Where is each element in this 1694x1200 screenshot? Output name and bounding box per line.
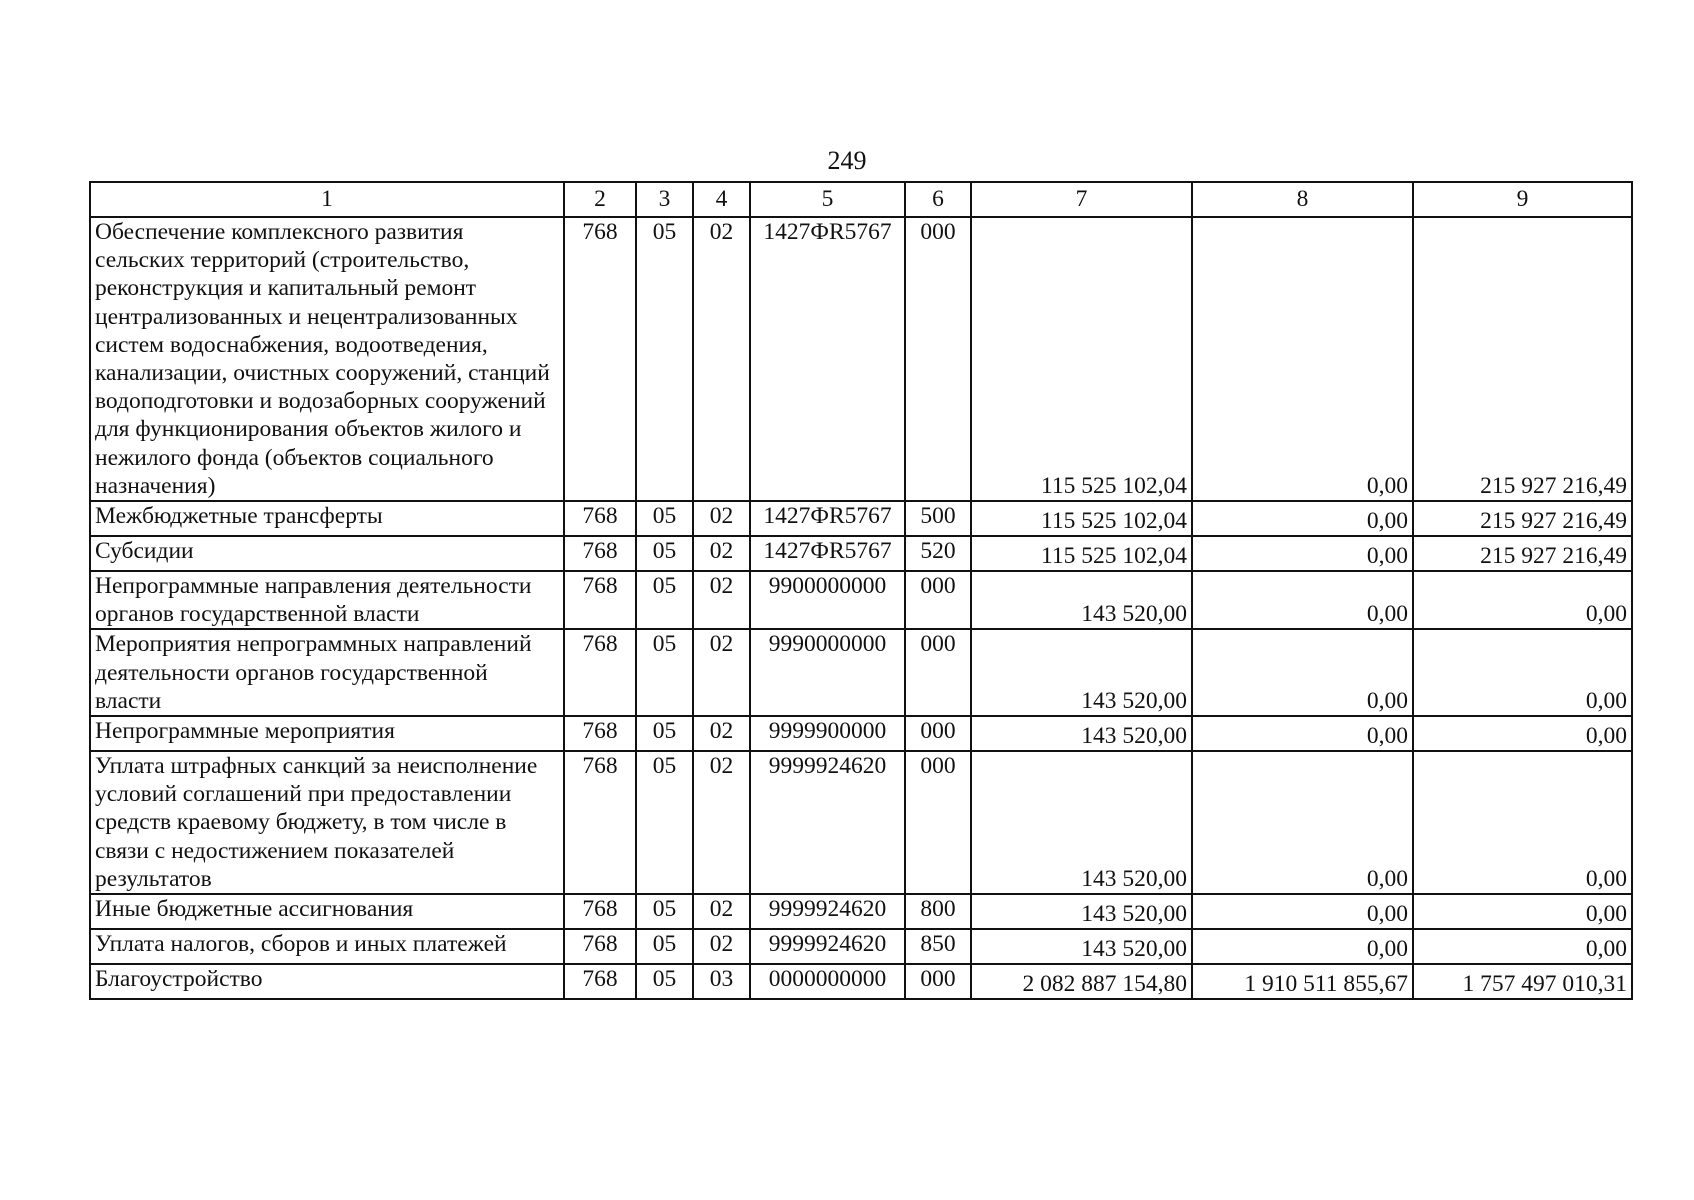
table-row (90, 894, 1632, 929)
code-cell: 0000000000 (750, 964, 905, 999)
code-cell: 05 (636, 716, 693, 751)
amount-cell: 0,00 (1192, 894, 1413, 929)
amount-cell: 143 520,00 (971, 571, 1192, 629)
row-name-cell: Иные бюджетные ассигнования (90, 894, 564, 929)
amount-cell: 0,00 (1192, 571, 1413, 629)
code-cell: 05 (636, 571, 693, 629)
column-header: 1 (90, 182, 564, 217)
code-cell: 02 (693, 536, 750, 571)
table-row (90, 501, 1632, 536)
column-header: 6 (905, 182, 971, 217)
column-header: 7 (971, 182, 1192, 217)
code-cell: 9999924620 (750, 929, 905, 964)
code-cell: 520 (905, 536, 971, 571)
code-cell: 768 (564, 716, 636, 751)
code-cell: 9999924620 (750, 894, 905, 929)
code-cell: 05 (636, 964, 693, 999)
code-cell: 000 (905, 217, 971, 501)
amount-cell: 215 927 216,49 (1413, 501, 1632, 536)
code-cell: 768 (564, 751, 636, 894)
amount-cell: 143 520,00 (971, 894, 1192, 929)
amount-cell: 115 525 102,04 (971, 217, 1192, 501)
code-cell: 768 (564, 894, 636, 929)
code-cell: 02 (693, 929, 750, 964)
code-cell: 9990000000 (750, 629, 905, 716)
row-name-cell: Непрограммные мероприятия (90, 716, 564, 751)
amount-cell: 0,00 (1192, 716, 1413, 751)
code-cell: 850 (905, 929, 971, 964)
table-row (90, 716, 1632, 751)
code-cell: 768 (564, 217, 636, 501)
amount-cell: 143 520,00 (971, 716, 1192, 751)
amount-cell: 1 910 511 855,67 (1192, 964, 1413, 999)
column-header: 5 (750, 182, 905, 217)
row-name-cell: Межбюджетные трансферты (90, 501, 564, 536)
row-name-cell: Уплата штрафных санкций за неисполнение условий соглашений при предоставлении средств краевому бюджету, в том числе в связи с недостижением показателей результатов (90, 751, 564, 894)
amount-cell: 0,00 (1413, 751, 1632, 894)
amount-cell: 0,00 (1192, 929, 1413, 964)
column-header: 3 (636, 182, 693, 217)
code-cell: 1427ФR5767 (750, 536, 905, 571)
table-row (90, 751, 1632, 894)
code-cell: 800 (905, 894, 971, 929)
table-row (90, 536, 1632, 571)
amount-cell: 0,00 (1413, 716, 1632, 751)
code-cell: 000 (905, 629, 971, 716)
code-cell: 500 (905, 501, 971, 536)
code-cell: 02 (693, 751, 750, 894)
amount-cell: 2 082 887 154,80 (971, 964, 1192, 999)
row-name-cell: Уплата налогов, сборов и иных платежей (90, 929, 564, 964)
code-cell: 768 (564, 929, 636, 964)
table-row (90, 571, 1632, 629)
amount-cell: 215 927 216,49 (1413, 217, 1632, 501)
column-header: 4 (693, 182, 750, 217)
code-cell: 05 (636, 501, 693, 536)
amount-cell: 0,00 (1192, 751, 1413, 894)
amount-cell: 143 520,00 (971, 929, 1192, 964)
code-cell: 05 (636, 217, 693, 501)
code-cell: 02 (693, 629, 750, 716)
amount-cell: 1 757 497 010,31 (1413, 964, 1632, 999)
amount-cell: 115 525 102,04 (971, 536, 1192, 571)
table-row (90, 217, 1632, 501)
amount-cell: 143 520,00 (971, 629, 1192, 716)
page-number: 249 (827, 146, 867, 175)
code-cell: 9900000000 (750, 571, 905, 629)
amount-cell: 0,00 (1413, 571, 1632, 629)
code-cell: 02 (693, 217, 750, 501)
table-row (90, 929, 1632, 964)
code-cell: 05 (636, 751, 693, 894)
code-cell: 9999900000 (750, 716, 905, 751)
amount-cell: 0,00 (1192, 501, 1413, 536)
code-cell: 1427ФR5767 (750, 501, 905, 536)
column-header: 2 (564, 182, 636, 217)
amount-cell: 0,00 (1192, 629, 1413, 716)
amount-cell: 0,00 (1192, 536, 1413, 571)
code-cell: 02 (693, 894, 750, 929)
row-name-cell: Обеспечение комплексного развития сельских территорий (строительство, реконструкция и капитальный ремонт централизованных и нецентрализованных систем водоснабжения, водоотведения, канализации, очистных сооружений, станций водоподготовки и водозаборных сооружений для функционирования объектов жилого и нежилого фонда (объектов социального назначения) (90, 217, 564, 501)
code-cell: 05 (636, 929, 693, 964)
column-header: 8 (1192, 182, 1413, 217)
code-cell: 000 (905, 571, 971, 629)
code-cell: 000 (905, 716, 971, 751)
amount-cell: 0,00 (1192, 217, 1413, 501)
row-name-cell: Мероприятия непрограммных направлений деятельности органов государственной власти (90, 629, 564, 716)
code-cell: 03 (693, 964, 750, 999)
amount-cell: 215 927 216,49 (1413, 536, 1632, 571)
table-row (90, 629, 1632, 716)
code-cell: 768 (564, 571, 636, 629)
amount-cell: 0,00 (1413, 629, 1632, 716)
code-cell: 05 (636, 536, 693, 571)
code-cell: 9999924620 (750, 751, 905, 894)
code-cell: 1427ФR5767 (750, 217, 905, 501)
code-cell: 02 (693, 716, 750, 751)
code-cell: 000 (905, 751, 971, 894)
code-cell: 768 (564, 536, 636, 571)
column-header: 9 (1413, 182, 1632, 217)
row-name-cell: Непрограммные направления деятельности органов государственной власти (90, 571, 564, 629)
amount-cell: 0,00 (1413, 929, 1632, 964)
code-cell: 768 (564, 501, 636, 536)
code-cell: 05 (636, 629, 693, 716)
table-row (90, 964, 1632, 999)
budget-table (89, 181, 1633, 1000)
table-header-row (90, 182, 1632, 217)
row-name-cell: Благоустройство (90, 964, 564, 999)
code-cell: 05 (636, 894, 693, 929)
row-name-cell: Субсидии (90, 536, 564, 571)
code-cell: 768 (564, 964, 636, 999)
code-cell: 768 (564, 629, 636, 716)
code-cell: 02 (693, 501, 750, 536)
amount-cell: 143 520,00 (971, 751, 1192, 894)
amount-cell: 0,00 (1413, 894, 1632, 929)
amount-cell: 115 525 102,04 (971, 501, 1192, 536)
code-cell: 000 (905, 964, 971, 999)
code-cell: 02 (693, 571, 750, 629)
